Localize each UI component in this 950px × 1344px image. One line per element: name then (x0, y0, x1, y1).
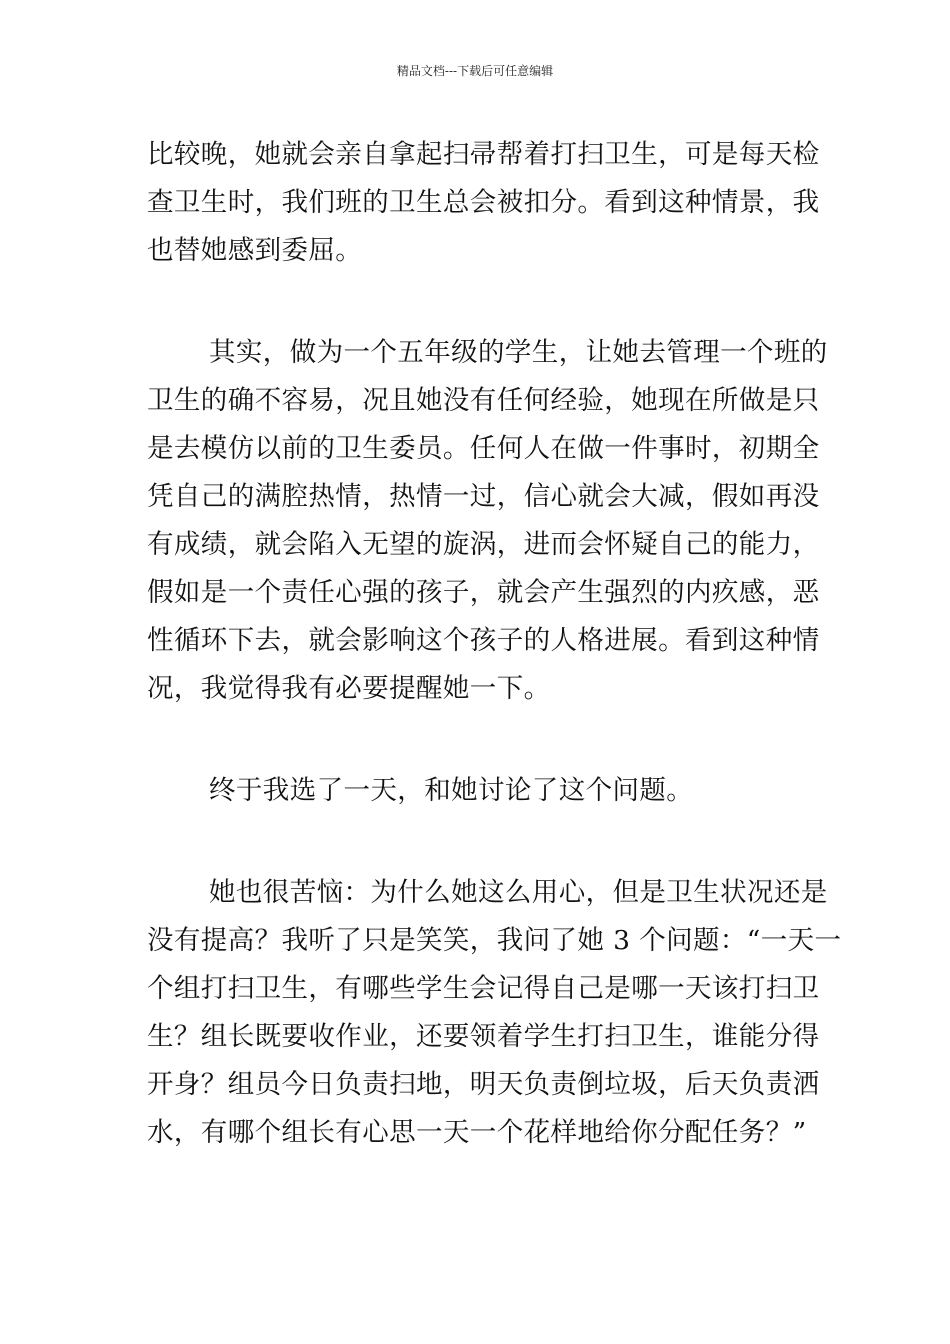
text-line: 假如是一个责任心强的孩子，就会产生强烈的内疚感，恶 (147, 577, 820, 608)
text-line: 凭自己的满腔热情，热情一过，信心就会大减，假如再没 (147, 481, 820, 512)
text-line: 也替她感到委屈。 (147, 235, 363, 266)
text-line: 水，有哪个组长有心思一天一个花样地给你分配任务？” (147, 1117, 807, 1148)
text-line: 开身？组员今日负责扫地，明天负责倒垃圾，后天负责洒 (147, 1069, 820, 1100)
text-line: 生？组长既要收作业，还要领着学生打扫卫生，谁能分得 (147, 1021, 820, 1052)
text-line: 性循环下去，就会影响这个孩子的人格进展。看到这种情 (147, 625, 820, 656)
text-line: 有成绩，就会陷入无望的旋涡，进而会怀疑自己的能力， (147, 529, 820, 560)
text-line: 比较晚，她就会亲自拿起扫帚帮着打扫卫生，可是每天检 (147, 139, 820, 170)
text-line: 终于我选了一天，和她讨论了这个问题。 (209, 775, 694, 806)
text-line: 卫生的确不容易，况且她没有任何经验，她现在所做是只 (147, 385, 820, 416)
text-line: 她也很苦恼：为什么她这么用心，但是卫生状况还是 (209, 877, 828, 908)
text-line: 查卫生时，我们班的卫生总会被扣分。看到这种情景，我 (147, 187, 820, 218)
text-line: 是去模仿以前的卫生委员。任何人在做一件事时，初期全 (147, 433, 820, 464)
text-line: 其实，做为一个五年级的学生，让她去管理一个班的 (209, 337, 828, 368)
page-header: 精品文档---下载后可任意编辑 (396, 64, 554, 78)
text-line: 况，我觉得我有必要提醒她一下。 (147, 673, 551, 704)
text-line: 没有提高？我听了只是笑笑，我问了她 3 个问题：“一天一 (147, 925, 842, 956)
text-line: 个组打扫卫生，有哪些学生会记得自己是哪一天该打扫卫 (147, 973, 820, 1004)
